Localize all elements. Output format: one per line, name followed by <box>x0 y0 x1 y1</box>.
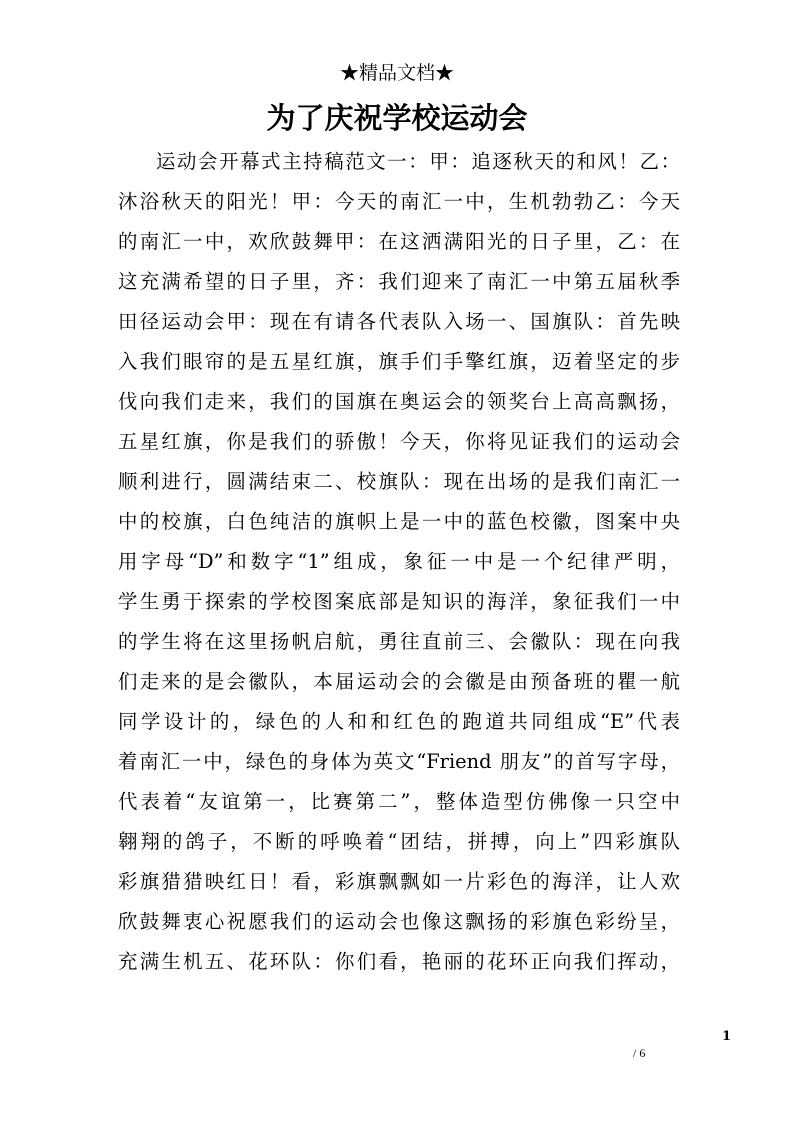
body-line: 五星红旗，你是我们的骄傲！今天，你将见证我们的运动会 <box>118 430 680 453</box>
body-line: 这充满希望的日子里，齐：我们迎来了南汇一中第五届秋季 <box>118 270 680 293</box>
body-line: 彩旗猎猎映红日！看，彩旗飘飘如一片彩色的海洋，让人欢 <box>118 870 680 893</box>
body-line: 入我们眼帘的是五星红旗，旗手们手擎红旗，迈着坚定的步 <box>118 350 680 373</box>
body-line: 顺利进行，圆满结束二、校旗队：现在出场的是我们南汇一 <box>118 470 680 493</box>
body-line: 用字母“D”和数字“1”组成，象征一中是一个纪律严明， <box>118 550 680 573</box>
page-total: / 6 <box>633 1046 646 1060</box>
body-line: 中的校旗，白色纯洁的旗帜上是一中的蓝色校徽，图案中央 <box>118 510 680 533</box>
body-line: 运动会开幕式主持稿范文一：甲：追逐秋天的和风！乙： <box>156 150 680 173</box>
body-line: 伐向我们走来，我们的国旗在奥运会的领奖台上高高飘扬， <box>118 390 680 413</box>
body-line: 的南汇一中，欢欣鼓舞甲：在这洒满阳光的日子里，乙：在 <box>118 230 680 253</box>
body-line: 着南汇一中，绿色的身体为英文“Friend 朋友”的首写字母， <box>118 750 680 773</box>
body-line: 的学生将在这里扬帆启航，勇往直前三、会徽队：现在向我 <box>118 630 680 653</box>
body-line: 同学设计的，绿色的人和和红色的跑道共同组成“E”代表 <box>118 710 680 733</box>
page-number: 1 <box>722 1029 732 1044</box>
header-mark: ★精品文档★ <box>339 62 454 84</box>
body-line: 学生勇于探索的学校图案底部是知识的海洋，象征我们一中 <box>118 590 680 613</box>
body-line: 充满生机五、花环队：你们看，艳丽的花环正向我们挥动， <box>118 950 680 973</box>
document-title: 为了庆祝学校运动会 <box>266 101 528 135</box>
body-line: 翱翔的鸽子，不断的呼唤着“团结，拼搏，向上”四彩旗队 <box>118 830 680 853</box>
body-line: 田径运动会甲：现在有请各代表队入场一、国旗队：首先映 <box>118 310 680 333</box>
body-line: 代表着“友谊第一，比赛第二”，整体造型仿佛像一只空中 <box>118 790 680 813</box>
body-line: 沐浴秋天的阳光！甲：今天的南汇一中，生机勃勃乙：今天 <box>118 190 680 213</box>
document-body <box>118 142 680 982</box>
body-line: 欣鼓舞衷心祝愿我们的运动会也像这飘扬的彩旗色彩纷呈， <box>118 910 680 933</box>
body-line: 们走来的是会徽队，本届运动会的会徽是由预备班的瞿一航 <box>118 670 680 693</box>
